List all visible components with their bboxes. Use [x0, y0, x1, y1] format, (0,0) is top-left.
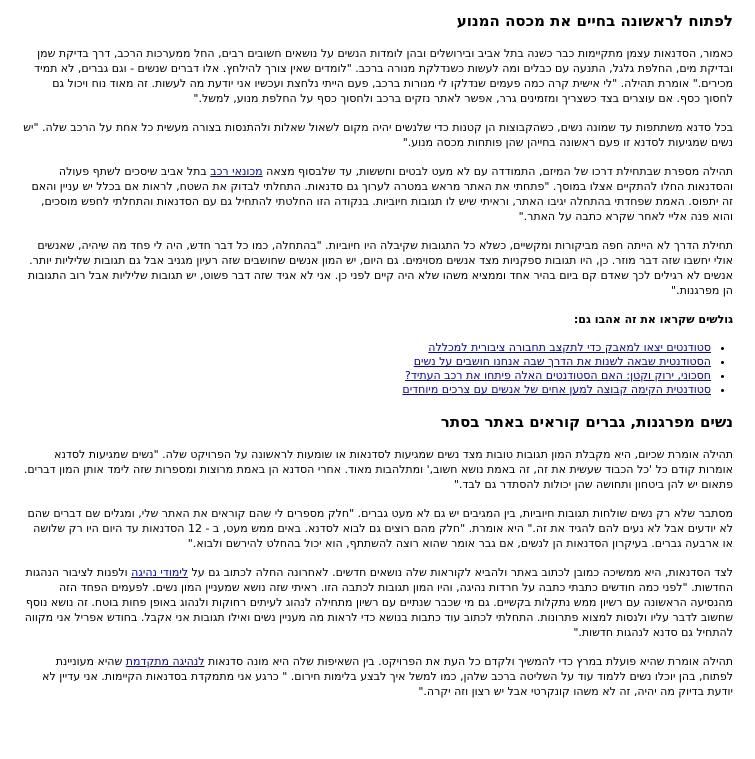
paragraph-3 — [20, 164, 733, 224]
related-link-1[interactable]: סטודנטים יצאו למאבק כדי לתקצב תחבורה ציבורית למכללה — [428, 341, 711, 354]
related-link-2[interactable]: הסטודנטית שבאה לשנות את הדרך שבה אנחנו חושבים על נשים — [413, 355, 711, 368]
list-item — [20, 369, 711, 383]
paragraph-3-text-b: בתל אביב שיסכים לשתף פעולה והסדנאות החלו להתקיים אצלו במוסך. "פתחתי את האתר מראש במטרה לערוך גם סדנאות. התחלתי לבדוק את השטח, לראות אם בכלל יש עניין והאם זה יתפוס. האמת שפחדתי בהתחלה יגיבו האתר, וראיתי שיש לו תגובות חיוביות. בנקודה הזו החלטתי להתחיל גם עם הסדנאות והתחלתי לחפש מוסכים, והוא פנה אליי לאחר שקרא כתבה על האתר." — [31, 165, 733, 223]
related-link-4[interactable]: סטודנטית הקימה קבוצה למען אחים של אנשים עם צרכים מיוחדים — [402, 383, 711, 396]
related-links-list — [20, 341, 733, 397]
paragraph-7 — [20, 565, 733, 640]
paragraph-5: תהילה אומרת שכיום, היא מקבלת המון תגובות טובות מצד נשים שמגיעות לסדנאות או שומעות לראשונה על הפרויקט שלה. "נשים שמגיעות לסדנא אומרות קודם כל 'כל הכבוד שעשית את זה, זה באמת נושא חשוב,' ומתלהבות מאוד. אחרי הסדנא הן באמת מרוצות ומספרות שזה לימד אותן המון דברים. פתאום יש להן ביטחון ותחושה שהן יכולות להסתדר גם לבד." — [23, 448, 733, 491]
paragraph-8 — [20, 654, 733, 699]
list-item — [20, 355, 711, 369]
paragraph-6: מסתבר שלא רק נשים שולחות תגובות חיוביות, בין המגיבים יש גם לא מעט גברים. "חלק מספרים לי שהם קוראים את האתר שלי, ומגלים שם דברים שהם לא יודעים אבל לא נעים להם להגיד את זה." היא אומרת. "חלק מהם רוצים גם לבוא לסדנא. באים ממש מעט, ב - 12 הסדנאות עד היום היו רק שלושה או ארבעה גברים. בעיקרון הסדנאות הן לנשים, אם גבר אומר שהוא רוצה להשתתף, הוא יכול בהחלט להירשם ולבוא." — [27, 507, 733, 550]
list-item — [20, 341, 711, 355]
paragraph-1: כאמור, הסדנאות עצמן מתקיימות כבר כשנה בתל אביב ובירושלים ובהן לומדות הנשים על נושאים חשובים רבים, החל ממערכות הרכב, דרך בדיקת שמן ובדיקת מים, החלפת גלגל, התנעה עם כבלים ומה לעשות כשנדלקת מנורה ברכב. "לומדים שאין צורך להילחץ. אלו דברים שנשים - וגם גברים, לא תמיד מכירים." אומרת תהילה. "לי אישית קרה כמה פעמים שנדלקו לי מנורות ברכב, פעם הייתי נלחצת ועכשיו אני יודעת מה לעשות. זה מאוד נוח ויכול גם לחסוך כסף. אם עוצרים בצד כשצריך ומזמינים גרר, אפשר לאתר נזקים ברכב ולחסוך כסף על החלפת מנוע, למשל." — [34, 47, 733, 105]
paragraph-7-text-b: ולפנות לציבור הנהגות החדשות. "לפני כמה חודשים כתבתי כתבה על חרדות נהיגה, והיו המון תגובות לכתבה הזו. ראיתי שזה נושא שמעניין המון נשים. לפעמים הפחד הזה מהנסיעה הראשונה עם רשיון ממש נתקלות בקשיים. גם מי שכבר שנתיים עם רשיון מתחילה לנהוג לעיתים רחוקות ולנהוג באופן פחות בוטח. זה נושא נוסף שחשוב לדבר עליו ולנסות למצוא פתרונות. התחלתי לכתוב עוד כתבות בנושא כדי לראות מה מעניין נשים ואילו תגובות אני אקבל. בחודש אפריל אני מקווה להתחיל גם סדנא לנהגות חדשות." — [24, 566, 733, 639]
article-title: לפתוח לראשונה בחיים את מכסה המנוע — [456, 12, 733, 30]
paragraph-8-text-a: תהילה אומרת שהיא פועלת במרץ כדי להמשיך ולקדם כל העת את הפרויקט. בין השאיפות שלה היא מונה סדנאות — [204, 655, 733, 668]
section-2-title: נשים מפרגנות, גברים קוראים באתר בסתר — [440, 413, 733, 431]
mechanic-link[interactable]: מכונאי רכב — [210, 165, 263, 178]
related-link-3[interactable]: חסכוני, ירוק וקטן: האם הסטודנטים האלה פיתחו את רכב העתיד? — [405, 369, 711, 382]
paragraph-7-text-a: לצד הסדנאות, היא ממשיכה כמובן לכתוב באתר ולהביא לקוראות שלה נושאים חדשים. לאחרונה החלה לכתוב גם על — [188, 566, 733, 579]
advanced-driving-link[interactable]: לנהיגה מתקדמת — [125, 655, 205, 668]
list-item — [20, 383, 711, 397]
paragraph-8-text-b: שהיא מעוניינת לפתוח, בהן יוכלו נשים ללמוד עוד על השליטה ברכב שלהן, כמו למשל איך לבצע בלימות חירום. " כרגע אני מתמקדת בסדנאות הקיימות. אני עדיין לא יודעת בדיוק מה יהיה, זה לא משהו קונקרטי אבל יש רצון וזה יקרה." — [42, 655, 733, 698]
related-heading: גולשים שקראו את זה אהבו גם: — [573, 313, 733, 326]
driving-lessons-link[interactable]: לימודי נהיגה — [131, 566, 189, 579]
paragraph-2: בכל סדנא משתתפות עד שמונה נשים, כשהקבוצות הן קטנות כדי שלנשים יהיה מקום לשאול שאלות ולהתנסות בצורה מעשית כל אחת על הרכב שלה. "יש נשים שמגיעות לסדנא זו פעם ראשונה בחייהן שהן פותחות מכסה מנוע." — [23, 121, 733, 149]
paragraph-3-text-a: תהילה מספרת שבתחילת דרכו של המיזם, התמודדה עם לא מעט לבטים וחששות, עד שלבסוף מצאה — [262, 165, 733, 178]
paragraph-4: תחילת הדרך לא הייתה חפה מביקורות ומקשיים, כשלא כל התגובות שקיבלה היו חיוביות. "בהתחלה, כמו כל דבר חדש, היה לי פחד מה שיהיה, שאנשים אולי יחשבו שזה דבר מוזר. כן, היו תגובות ספקניות מצד אנשים מסוימים. גם היום, יש המון אנשים שחושבים שזה רעיון מגניב אבל גם תגובות שליליות יותר. אנשים לא רגילים לכך שאדם קם ביום בהיר אחד וממציא משהו שלא היה קיים לפני כן. אני לא אגיד שזה דבר פשוט, יש תגובות שליליות אבל רוב התגובות הן מפרגנות." — [27, 239, 733, 297]
